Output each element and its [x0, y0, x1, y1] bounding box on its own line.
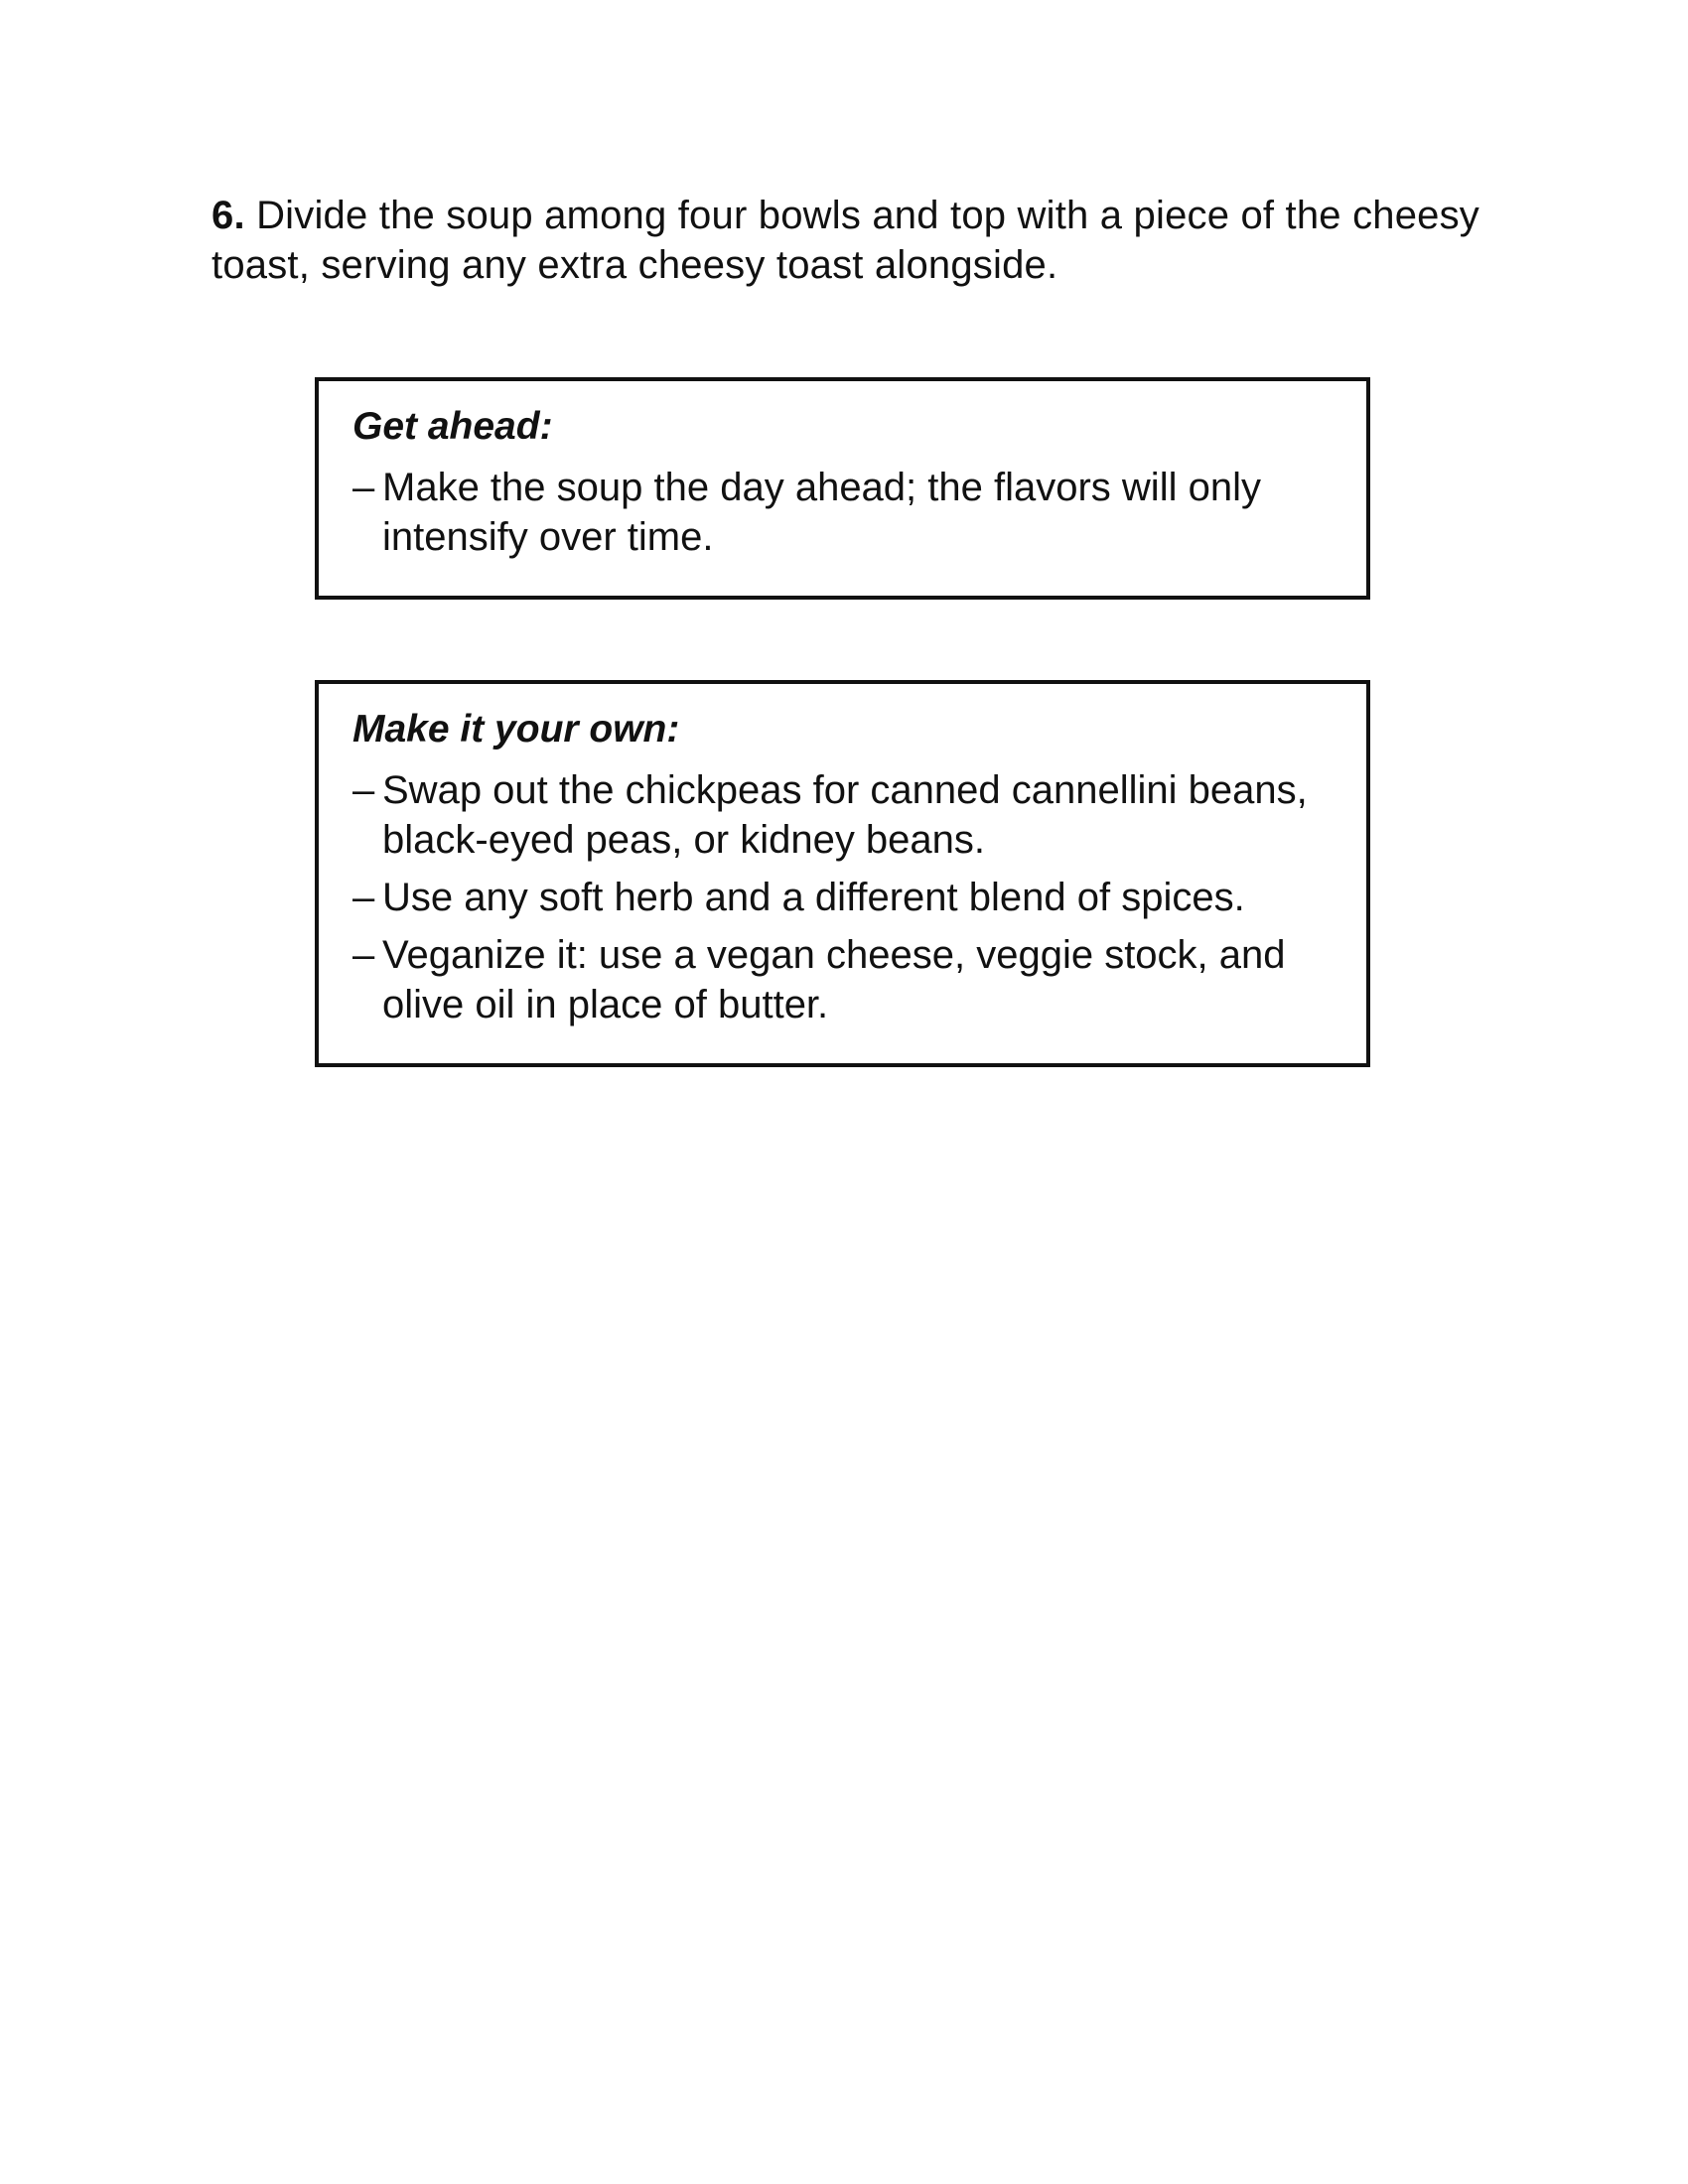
make-it-your-own-item-text: Use any soft herb and a different blend of spices.: [382, 876, 1245, 919]
recipe-step-6: [211, 191, 1492, 290]
make-it-your-own-item-text: Veganize it: use a vegan cheese, veggie stock, and olive oil in place of butter.: [382, 933, 1286, 1026]
get-ahead-item: [352, 463, 1335, 562]
make-it-your-own-item: [352, 930, 1335, 1029]
dash-bullet: –: [352, 466, 375, 509]
step-text: Divide the soup among four bowls and top with a piece of the cheesy toast, serving any extra cheesy toast alongside.: [211, 194, 1480, 287]
dash-bullet: –: [352, 933, 375, 977]
make-it-your-own-title: Make it your own:: [352, 708, 680, 751]
make-it-your-own-item: [352, 765, 1335, 865]
get-ahead-list: [352, 463, 1335, 562]
make-it-your-own-item: [352, 873, 1335, 922]
dash-bullet: –: [352, 876, 375, 919]
make-it-your-own-box: [315, 680, 1370, 1067]
make-it-your-own-list: [352, 765, 1335, 1029]
get-ahead-title: Get ahead:: [352, 405, 553, 448]
make-it-your-own-item-text: Swap out the chickpeas for canned cannellini beans, black-eyed peas, or kidney beans.: [382, 768, 1308, 862]
dash-bullet: –: [352, 768, 375, 812]
step-number: 6.: [211, 194, 245, 237]
get-ahead-item-text: Make the soup the day ahead; the flavors will only intensify over time.: [382, 466, 1261, 559]
get-ahead-box: [315, 377, 1370, 600]
